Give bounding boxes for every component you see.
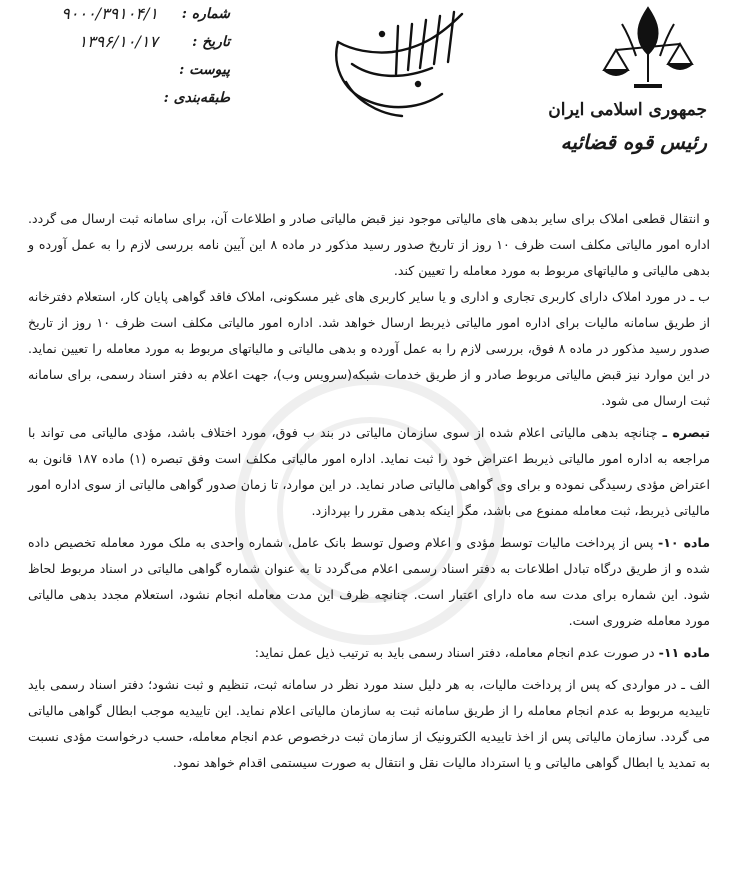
note-lead: تبصره ـ	[662, 425, 710, 440]
meta-date-label: تاریخ :	[192, 34, 230, 50]
letter-meta	[30, 6, 230, 118]
meta-classification-label: طبقه‌بندی :	[163, 90, 230, 106]
paragraph-article-11	[28, 640, 710, 666]
meta-attachment-label: پیوست :	[179, 62, 230, 78]
office-title: رئیس قوه قضائیه	[560, 130, 707, 154]
meta-number-label: شماره :	[181, 6, 230, 22]
meta-number-value: ۹۰۰۰/۳۹۱۰۴/۱	[61, 4, 158, 23]
meta-date-value: ۱۳۹۶/۱۰/۱۷	[78, 32, 158, 51]
iran-emblem-icon	[592, 4, 704, 92]
note-text: چنانچه بدهی مالیاتی اعلام شده از سوی سازمان مالیاتی در بند ب فوق، مورد اختلاف باشد، مؤدی مالیاتی می تواند با مراجعه به اداره امور مالیاتی ذیربط اعتراض خود را ثبت نماید. اداره امور مالیاتی مکلف است وفق تبصره (۱) ماده ۱۸۷ قانون به اعتراض مؤدی رسیدگی نموده و برای وی گواهی مالیاتی صادر نماید. در این موارد، تا زمان صدور گواهی مالیاتی از سوی اداره امور مالیاتی ذیربط، ثبت معامله ممنوع می باشد، مگر اینکه بدهی مقرر را بپردازد.	[28, 425, 710, 518]
letter-header	[0, 0, 747, 190]
meta-number-row	[30, 6, 230, 34]
article-10-text: پس از پرداخت مالیات توسط مؤدی و اعلام وصول توسط بانک عامل، شماره واحدی به ملک مورد معامله تخصیص داده شده و از طریق درگاه تبادل اطلاعات به دفتر اسناد رسمی اعلام می‌گردد تا به عنوان شماره گواهی مالیاتی در اسناد مربوط لحاظ شود. این شماره برای مدت سه ماه دارای اعتبار است. چنانچه ظرف این مدت معامله انجام نشود، استعلام مجدد بدهی مالیاتی مورد معامله ضروری است.	[28, 535, 710, 628]
republic-title: جمهوری اسلامی ایران	[548, 100, 707, 120]
meta-classification-row	[30, 90, 230, 118]
paragraph-1: و انتقال قطعی املاک برای سایر بدهی های مالیاتی موجود نیز قبض مالیاتی صادر و اطلاعات آن، برای سامانه ثبت ارسال می گردد. اداره امور مالیاتی مکلف است ظرف ۱۰ روز از تاریخ صدور رسید مذکور در ماده ۸ این آیین نامه بررسی لازم را به عمل آورده و بدهی مالیاتی و مالیاتهای مربوط به مورد معامله را تعیین کند.	[28, 211, 711, 278]
paragraph-alef: الف ـ در مواردی که پس از پرداخت مالیات، به هر دلیل سند مورد نظر در سامانه ثبت، تنظیم و ثبت نشود؛ دفتر اسناد رسمی باید تاییدیه مربوط به عدم انجام معامله را از طریق سامانه ثبت به سازمان مالیاتی اعلام نماید. این تاییدیه موجب ابطال گواهی مالیاتی می گردد. سازمان مالیاتی پس از اخذ تاییدیه الکترونیک از سازمان ثبت درخصوص عدم انجام معامله، حسب درخواست مؤدی نسبت به تمدید یا ابطال گواهی مالیاتی و یا استرداد مالیات نقل و انتقال به صورت سیستمی اقدام خواهد نمود.	[28, 677, 710, 770]
basmala-calligraphy	[322, 4, 470, 122]
article-11-lead: ماده ۱۱-	[658, 645, 710, 660]
article-10-lead: ماده ۱۰-	[658, 535, 711, 550]
paragraph-2: ب ـ در مورد املاک دارای کاربری تجاری و اداری و یا سایر کاربری های غیر مسکونی، املاک فاقد گواهی پایان کار، استعلام دفترخانه از طریق سامانه مالیات برای اداره امور مالیاتی ذیربط ارسال خواهد شد. اداره امور مالیاتی مکلف است ظرف ۱۰ روز از تاریخ صدور رسید مذکور در ماده ۸ فوق، بررسی لازم را به عمل آورده و بدهی مالیاتی و مالیاتهای مربوط به مورد معامله را تعیین نماید. در این موارد نیز قبض مالیاتی مربوط صادر و از طریق خدمات شبکه(سرویس وب)، جهت اعلام به دفتر اسناد رسمی، برای سامانه ثبت ارسال می شود.	[28, 289, 710, 408]
paragraph-note	[28, 420, 710, 524]
meta-attachment-row	[30, 62, 230, 90]
article-11-text: در صورت عدم انجام معامله، دفتر اسناد رسمی باید به ترتیب ذیل عمل نماید:	[254, 645, 659, 660]
letter-body	[28, 206, 710, 776]
paragraph-article-10	[28, 530, 710, 634]
meta-date-row	[30, 34, 230, 62]
